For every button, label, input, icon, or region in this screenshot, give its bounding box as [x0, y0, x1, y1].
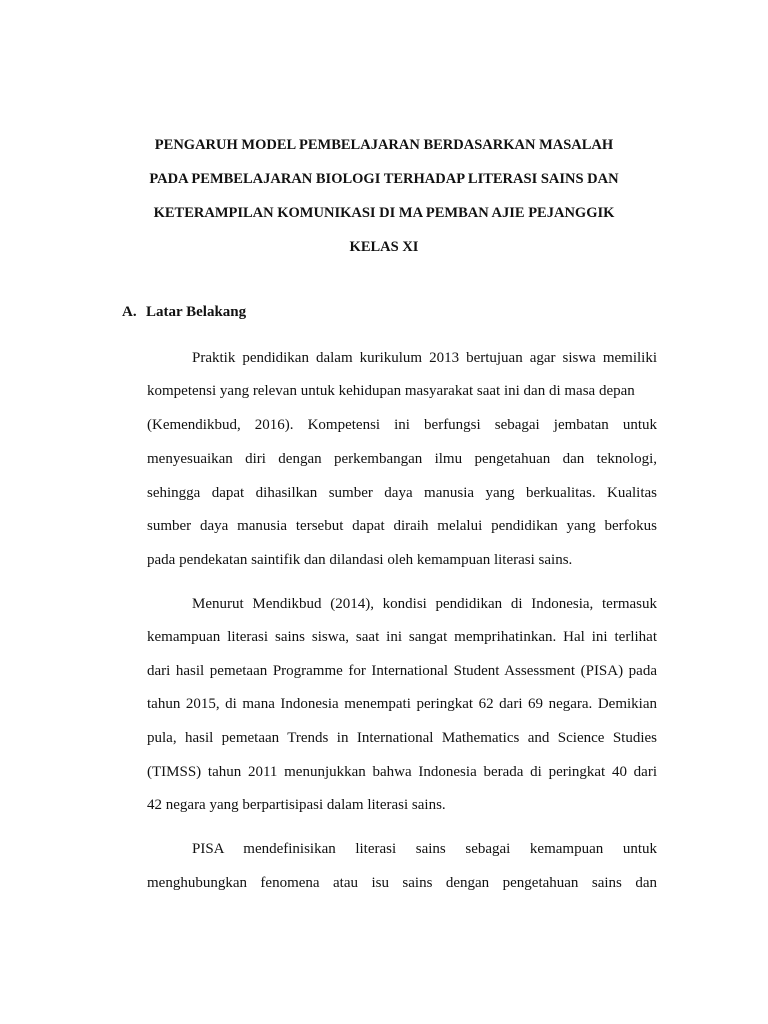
paragraph-2-line-6: (TIMSS) tahun 2011 menunjukkan bahwa Indonesia berada di peringkat 40 dari [147, 764, 657, 780]
paragraph-1-line-1: Praktik pendidikan dalam kurikulum 2013 bertujuan agar siswa memiliki [192, 350, 657, 366]
paragraph-1-line-2: kompetensi yang relevan untuk kehidupan masyarakat saat ini dan di masa depan [147, 383, 635, 399]
paragraph-2-line-5: pula, hasil pemetaan Trends in International Mathematics and Science Studies [147, 730, 657, 746]
paragraph-3-line-1: PISA mendefinisikan literasi sains sebagai kemampuan untuk [192, 841, 657, 857]
title-line-2: PADA PEMBELAJARAN BIOLOGI TERHADAP LITERASI SAINS DAN [149, 171, 619, 187]
paragraph-2-line-1: Menurut Mendikbud (2014), kondisi pendidikan di Indonesia, termasuk [192, 596, 657, 612]
paragraph-1-line-5: sehingga dapat dihasilkan sumber daya manusia yang berkualitas. Kualitas [147, 485, 657, 501]
paragraph-1-line-3: (Kemendikbud, 2016). Kompetensi ini berfungsi sebagai jembatan untuk [147, 417, 657, 433]
paragraph-1-line-6: sumber daya manusia tersebut dapat diraih melalui pendidikan yang berfokus [147, 518, 657, 534]
title-line-1: PENGARUH MODEL PEMBELAJARAN BERDASARKAN MASALAH [154, 137, 614, 153]
paragraph-2-line-4: tahun 2015, di mana Indonesia menempati peringkat 62 dari 69 negara. Demikian [147, 696, 657, 712]
paragraph-1-line-7: pada pendekatan saintifik dan dilandasi oleh kemampuan literasi sains. [147, 552, 573, 568]
paragraph-2-line-3: dari hasil pemetaan Programme for International Student Assessment (PISA) pada [147, 663, 657, 679]
title-line-4: KELAS XI [349, 239, 419, 255]
title-line-3: KETERAMPILAN KOMUNIKASI DI MA PEMBAN AJIE PEJANGGIK [153, 205, 615, 221]
paragraph-2-line-2: kemampuan literasi sains siswa, saat ini sangat memprihatinkan. Hal ini terlihat [147, 629, 657, 645]
paragraph-3-line-2: menghubungkan fenomena atau isu sains dengan pengetahuan sains dan [147, 875, 657, 891]
section-title: Latar Belakang [146, 304, 247, 320]
paragraph-1-line-4: menyesuaikan diri dengan perkembangan ilmu pengetahuan dan teknologi, [147, 451, 657, 467]
section-heading [122, 304, 246, 321]
section-letter: A. [122, 304, 137, 320]
paragraph-2-line-7: 42 negara yang berpartisipasi dalam literasi sains. [147, 797, 446, 813]
